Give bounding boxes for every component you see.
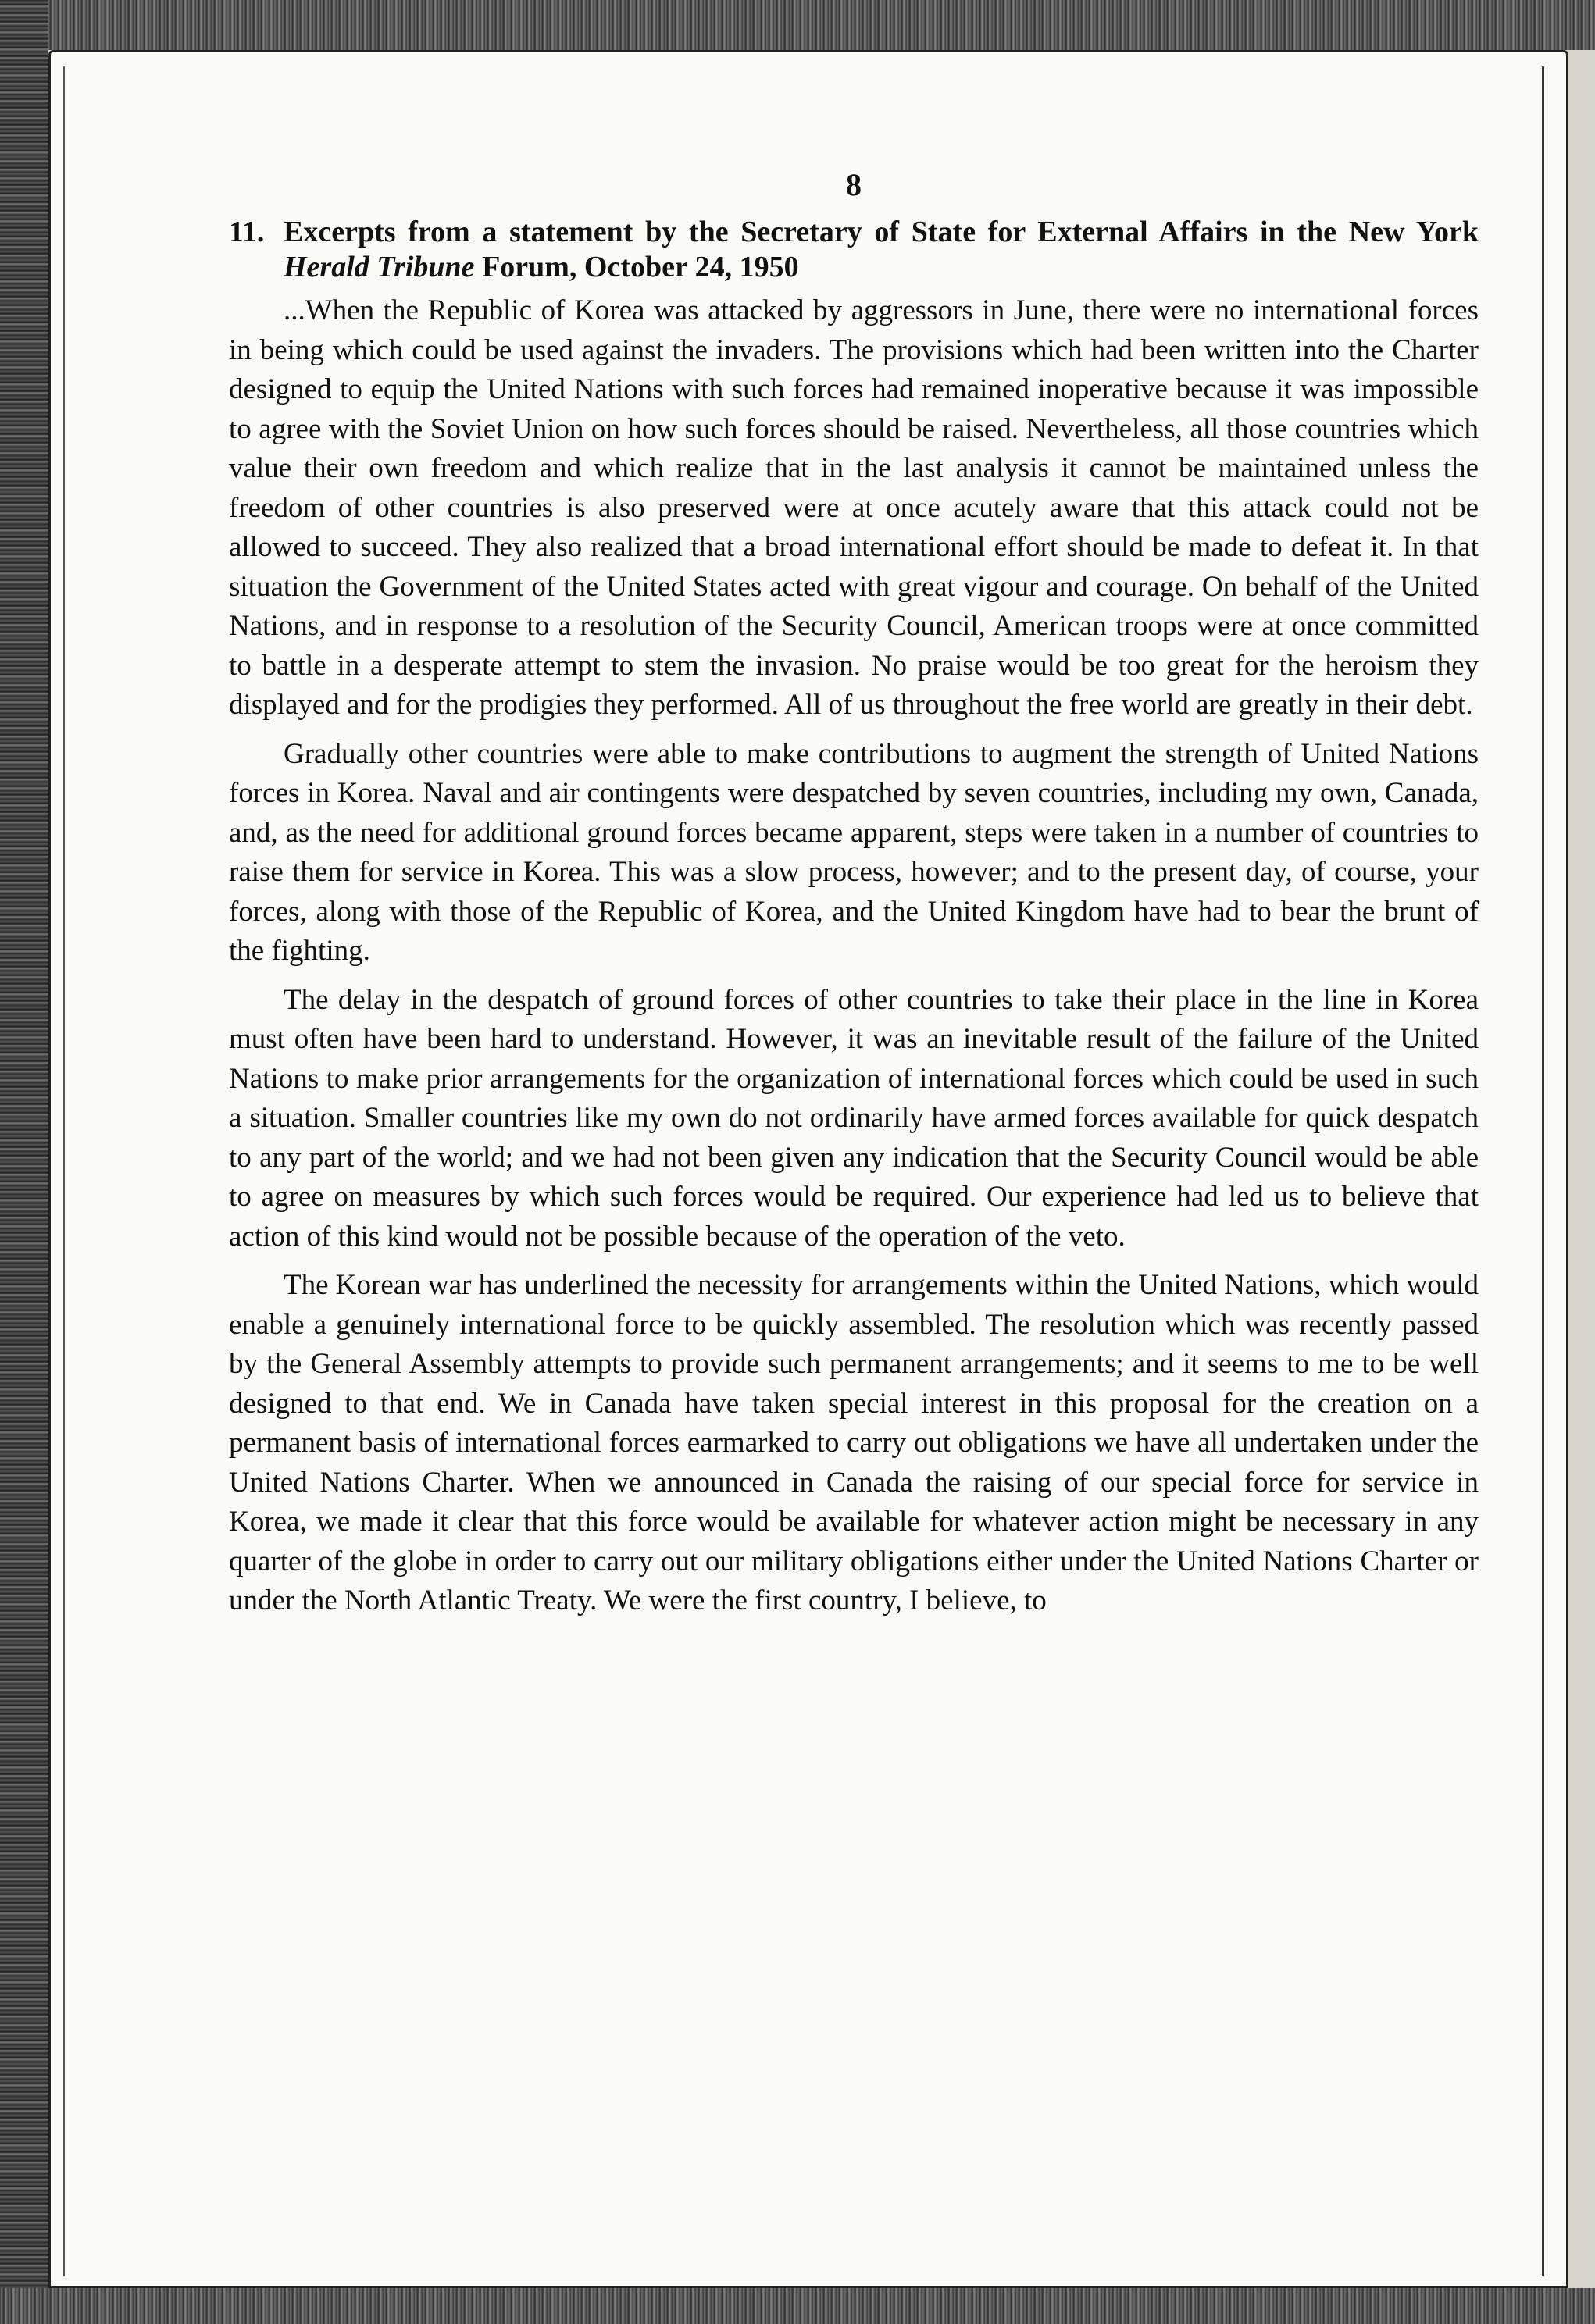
page-content <box>229 169 1479 1631</box>
section-heading <box>229 215 1479 285</box>
heading-text-part1: Excerpts from a statement by the Secretary of State for External Affairs in the New York <box>284 216 1479 248</box>
paragraph: ...When the Republic of Korea was attacked by aggressors in June, there were no international forces in being which could be used against the invaders. The provisions which had been written into the Charter designed to equip the United Nations with such forces had remained inoperative because it was impossible to agree with the Soviet Union on how such forces should be raised. Nevertheless, all those countries which value their own freedom and which realize that in the last analysis it cannot be maintained unless the freedom of other countries is also preserved were at once acutely aware that this attack could not be allowed to succeed. They also realized that a broad international effort should be made to defeat it. In that situation the Government of the United States acted with great vigour and courage. On behalf of the United Nations, and in response to a resolution of the Security Council, American troops were at once committed to battle in a desperate attempt to stem the invasion. No praise would be too great for the heroism they displayed and for the prodigies they performed. All of us throughout the free world are greatly in their debt. <box>229 294 1479 721</box>
paragraph: Gradually other countries were able to make contributions to augment the strength of United Nations forces in Korea. Naval and air contingents were despatched by seven countries, including my own, Canada, and, as the need for additional ground forces became apparent, steps were taken in a number of countries to raise them for service in Korea. This was a slow process, however; and to the present day, of course, your forces, along with those of the Republic of Korea, and the United Kingdom have had to bear the brunt of the fighting. <box>229 737 1479 967</box>
section-number: 11. <box>229 216 265 248</box>
paragraph: The Korean war has underlined the necessity for arrangements within the United Nations, which would enable a genuinely international force to be quickly assembled. The resolution which was recently passed by the General Assembly attempts to provide such permanent arrangements; and it seems to me to be well designed to that end. We in Canada have taken special interest in this proposal for the creation on a permanent basis of international forces earmarked to carry out obligations we have all undertaken under the United Nations Charter. When we announced in Canada the raising of our special force for service in Korea, we made it clear that this force would be available for whatever action might be necessary in any quarter of the globe in order to carry out our military obligations either under the United Nations Charter or under the North Atlantic Treaty. We were the first country, I believe, to <box>229 1269 1479 1616</box>
scan-bottom-edge <box>0 2288 1595 2324</box>
paragraph: The delay in the despatch of ground forces of other countries to take their place in the line in Korea must often have been hard to understand. However, it was an inevitable result of the failure of the United Nations to make prior arrangements for the organization of international forces which could be used in such a situation. Smaller countries like my own do not ordinarily have armed forces available for quick despatch to any part of the world; and we had not been given any indication that the Security Council would be able to agree on measures by which such forces would be required. Our experience had led us to believe that action of this kind would not be possible because of the operation of the veto. <box>229 983 1479 1253</box>
page-number: 8 <box>846 167 862 202</box>
heading-text-italic: Herald Tribune <box>284 251 475 283</box>
document-page <box>48 50 1568 2288</box>
scan-top-edge <box>0 0 1595 50</box>
scan-binding-edge <box>0 0 48 2324</box>
heading-text-part2: Forum, October 24, 1950 <box>474 251 799 283</box>
